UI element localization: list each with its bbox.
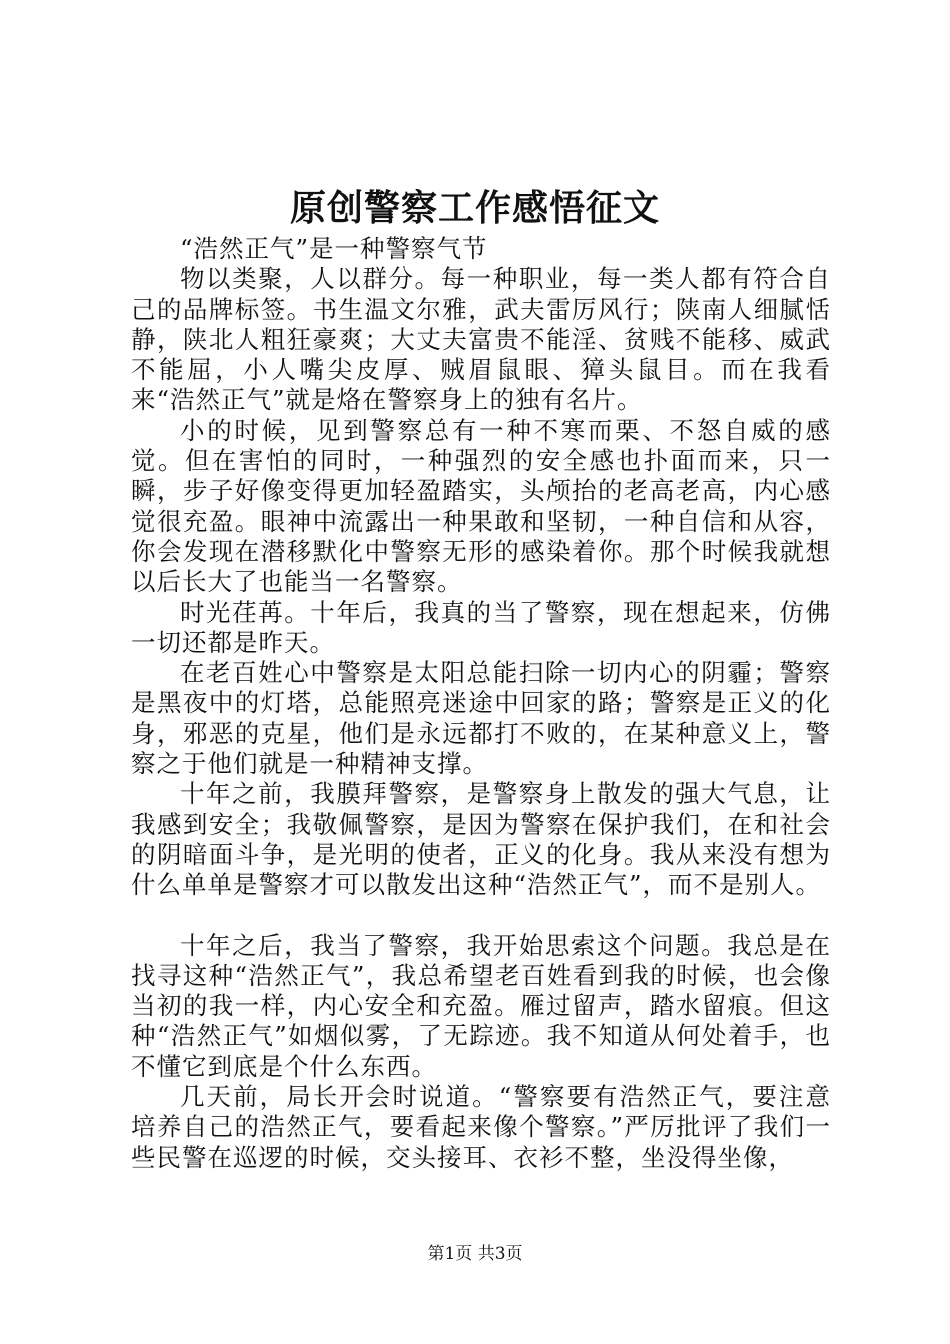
paragraph: 几天前，局长开会时说道。“警察要有浩然正气，要注意培养自己的浩然正气，要看起来像个警察。”严厉批评了我们一些民警在巡逻的时候，交头接耳、衣衫不整，坐没得坐像， bbox=[131, 1082, 831, 1172]
paragraph: 十年之后，我当了警察，我开始思索这个问题。我总是在找寻这种“浩然正气”，我总希望老百姓看到我的时候，也会像当初的我一样，内心安全和充盈。雁过留声，踏水留痕。但这种“浩然正气”如烟似雾，了无踪迹。我不知道从何处着手，也不懂它到底是个什么东西。 bbox=[131, 930, 831, 1081]
paragraph: 在老百姓心中警察是太阳总能扫除一切内心的阴霾；警察是黑夜中的灯塔，总能照亮迷途中回家的路；警察是正义的化身，邪恶的克星，他们是永远都打不败的，在某种意义上，警察之于他们就是一种精神支撑。 bbox=[131, 658, 831, 779]
page-footer: 第1页 共3页 bbox=[427, 1244, 523, 1264]
paragraph: 物以类聚，人以群分。每一种职业，每一类人都有符合自己的品牌标签。书生温文尔雅，武夫雷厉风行；陕南人细腻恬静，陕北人粗狂豪爽；大丈夫富贵不能淫、贫贱不能移、威武不能屈，小人嘴尖皮厚、贼眉鼠眼、獐头鼠目。而在我看来“浩然正气”就是烙在警察身上的独有名片。 bbox=[131, 264, 831, 415]
document-body bbox=[131, 234, 831, 1173]
document-title: 原创警察工作感悟征文 bbox=[289, 187, 660, 229]
paragraph-subtitle: “浩然正气”是一种警察气节 bbox=[180, 234, 488, 263]
paragraph: 十年之前，我膜拜警察，是警察身上散发的强大气息，让我感到安全；我敬佩警察，是因为警察在保护我们，在和社会的阴暗面斗争，是光明的使者，正义的化身。我从来没有想为什么单单是警察才可以散发出这种“浩然正气”，而不是别人。 bbox=[131, 779, 831, 900]
paragraph: 小的时候，见到警察总有一种不寒而栗、不怒自威的感觉。但在害怕的同时，一种强烈的安全感也扑面而来，只一瞬，步子好像变得更加轻盈踏实，头颅抬的老高老高，内心感觉很充盈。眼神中流露出一种果敢和坚韧，一种自信和从容，你会发现在潜移默化中警察无形的感染着你。那个时候我就想以后长大了也能当一名警察。 bbox=[131, 415, 831, 597]
paragraph: 时光荏苒。十年后，我真的当了警察，现在想起来，仿佛一切还都是昨天。 bbox=[131, 597, 831, 657]
